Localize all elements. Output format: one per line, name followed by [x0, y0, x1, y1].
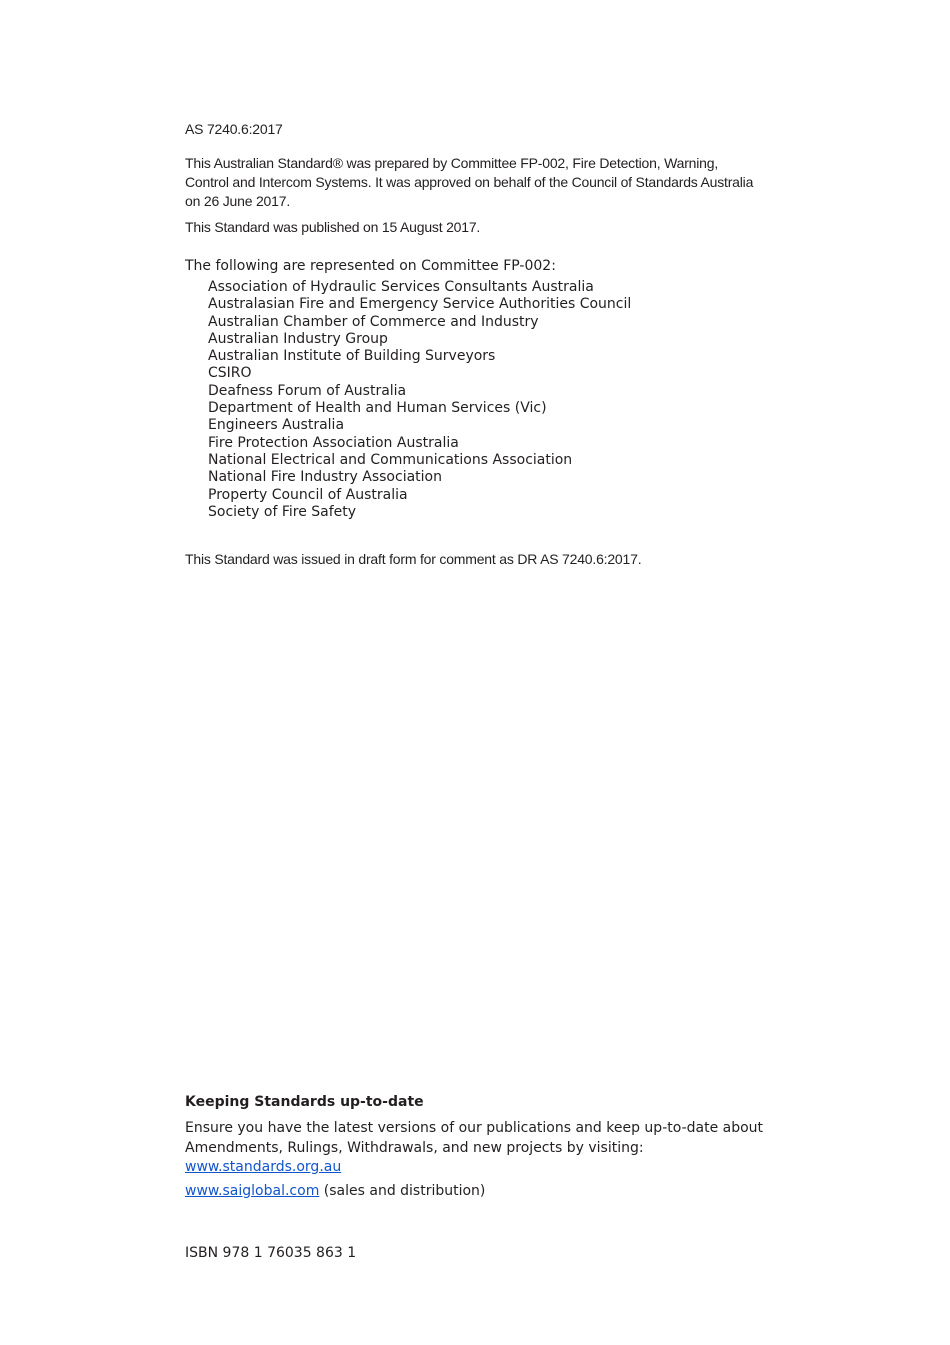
list-item: Deafness Forum of Australia	[208, 382, 407, 399]
saiglobal-line	[185, 1183, 485, 1199]
publication-date: This Standard was published on 15 August 2017.	[185, 219, 481, 235]
committee-member-list	[208, 279, 631, 521]
list-item: Australian Institute of Building Surveyors	[208, 348, 496, 365]
keeping-up-to-date-title: Keeping Standards up-to-date	[185, 1094, 424, 1110]
list-item: Property Council of Australia	[208, 486, 408, 503]
list-item: Australasian Fire and Emergency Service Authorities Council	[208, 296, 632, 313]
isbn: ISBN 978 1 76035 863 1	[185, 1245, 357, 1261]
list-item: National Electrical and Communications Association	[208, 451, 573, 468]
preparation-statement: This Australian Standard® was prepared by Committee FP-002, Fire Detection, Warning, Control and Intercom Systems. It was approved on behalf of the Council of Standards Australia on 26 June 2017.	[185, 155, 754, 209]
list-item: National Fire Industry Association	[208, 469, 442, 486]
list-item: Australian Chamber of Commerce and Industry	[208, 313, 539, 330]
standard-number: AS 7240.6:2017	[185, 121, 283, 137]
standards-website-link[interactable]: www.standards.org.au	[185, 1159, 342, 1175]
keeping-up-to-date-text	[185, 1119, 785, 1178]
list-item: Fire Protection Association Australia	[208, 434, 459, 451]
list-item: Australian Industry Group	[208, 330, 388, 347]
keeping-description: Ensure you have the latest versions of our publications and keep up-to-date about Amendments, Rulings, Withdrawals, and new projects by visiting:	[185, 1120, 764, 1156]
list-item: Society of Fire Safety	[208, 503, 357, 520]
draft-note: This Standard was issued in draft form for comment as DR AS 7240.6:2017.	[185, 551, 642, 567]
saiglobal-website-link[interactable]: www.saiglobal.com	[185, 1183, 320, 1199]
list-item: Engineers Australia	[208, 417, 345, 434]
list-item: Association of Hydraulic Services Consultants Australia	[208, 279, 594, 295]
list-item: CSIRO	[208, 365, 252, 382]
committee-heading: The following are represented on Committee FP-002:	[185, 258, 556, 274]
saiglobal-suffix: (sales and distribution)	[319, 1183, 486, 1199]
list-item: Department of Health and Human Services (Vic)	[208, 400, 547, 417]
